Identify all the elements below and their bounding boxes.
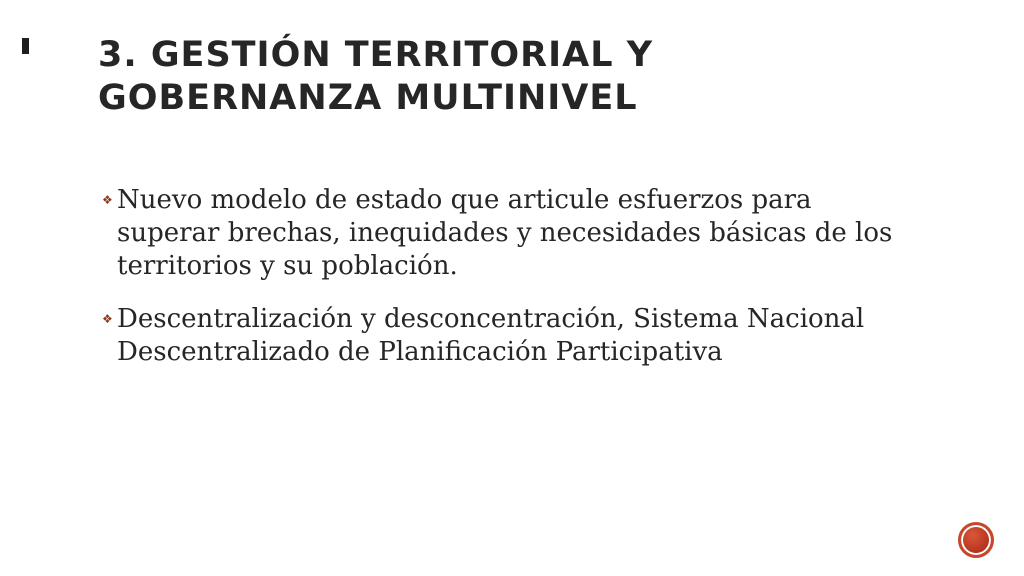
slide-title: 3. GESTIÓN TERRITORIAL Y GOBERNANZA MULTINIVEL: [98, 35, 654, 118]
title-accent-bar: [22, 38, 29, 54]
diamond-bullet-icon: ❖: [102, 193, 113, 207]
bullet-list: [102, 184, 922, 389]
bullet-text: Nuevo modelo de estado que articule esfuerzos para superar brechas, inequidades y necesidades básicas de los territorios y su población.: [117, 185, 893, 281]
bullet-item: [102, 303, 922, 369]
bullet-text: Descentralización y desconcentración, Sistema Nacional Descentralizado de Planificación Participativa: [117, 304, 865, 367]
bullet-item: [102, 184, 922, 283]
diamond-bullet-icon: ❖: [102, 312, 113, 326]
page-badge-icon: [958, 522, 994, 558]
